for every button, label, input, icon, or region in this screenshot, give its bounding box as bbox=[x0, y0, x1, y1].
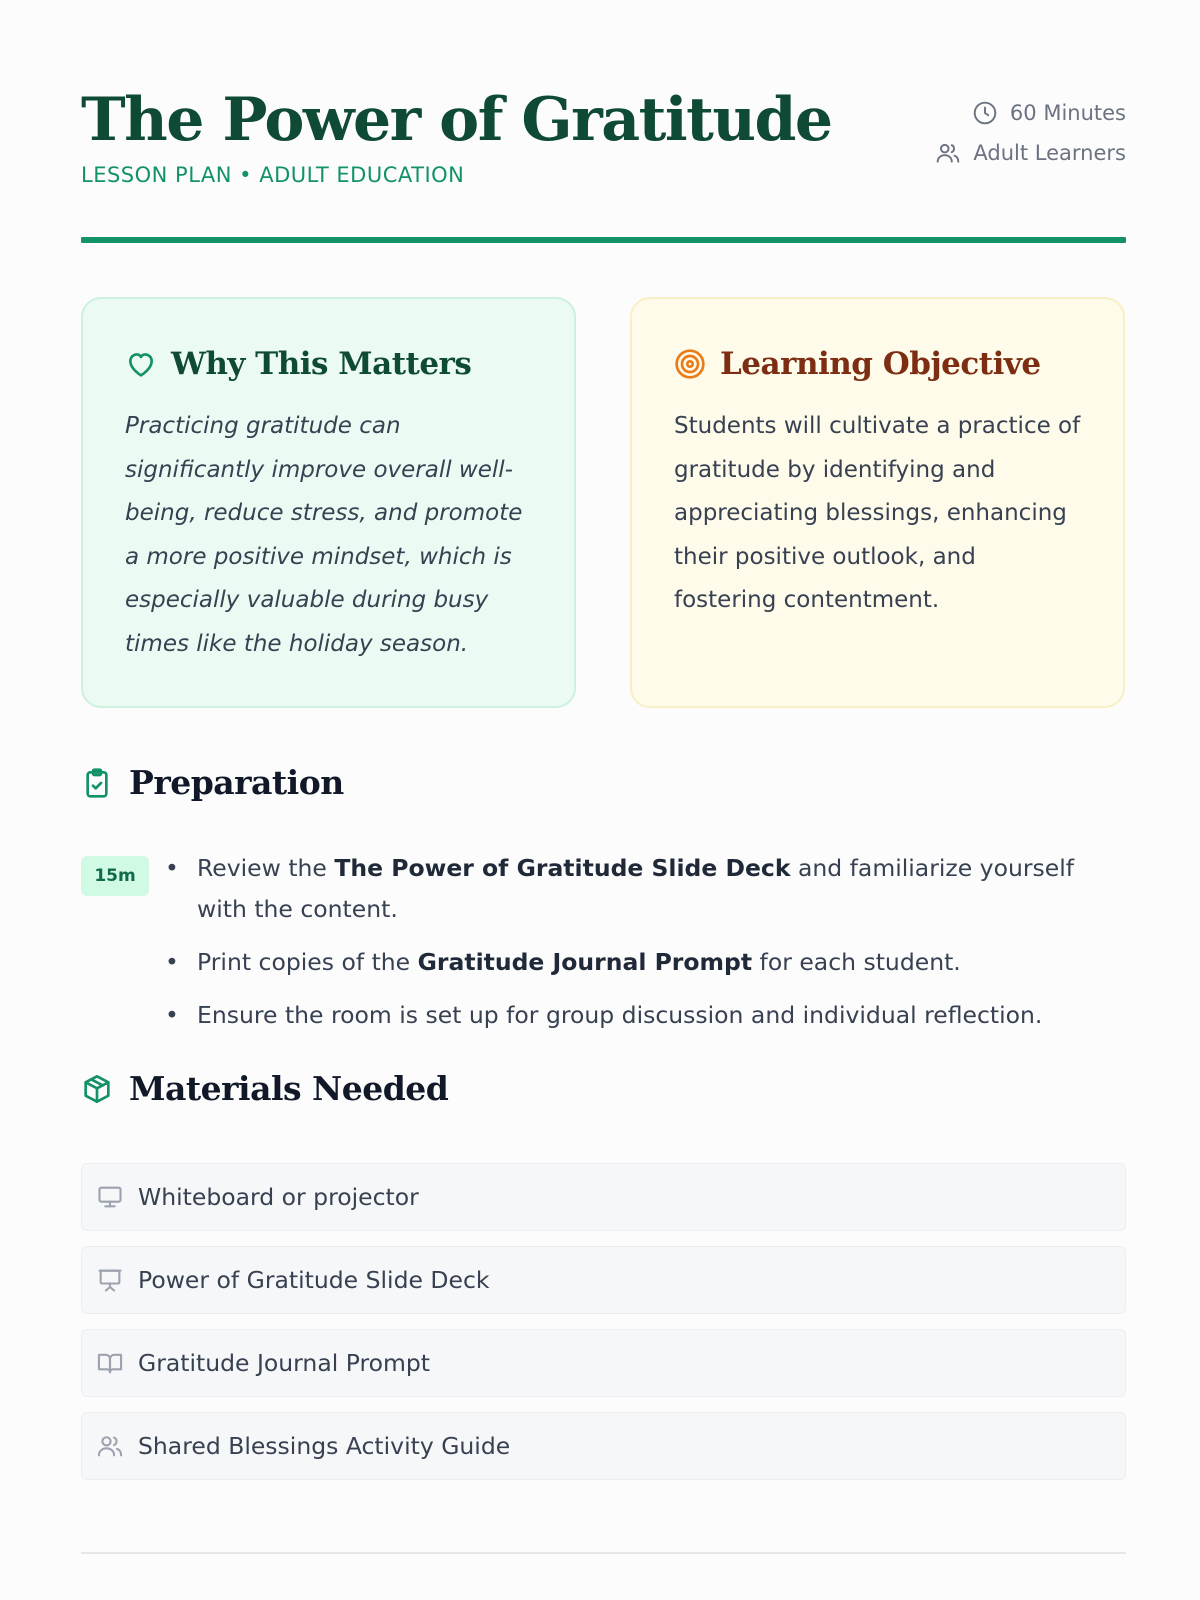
objective-card-body: Students will cultivate a practice of gratitude by identifying and appreciating blessings, enhancing their positive outlook, and fostering contentment. bbox=[674, 413, 1081, 613]
duration-meta bbox=[972, 100, 1126, 126]
preparation-list bbox=[165, 848, 1125, 1048]
monitor-icon bbox=[96, 1183, 124, 1211]
objective-card-title: Learning Objective bbox=[720, 346, 1041, 382]
materials-title: Materials Needed bbox=[129, 1069, 449, 1108]
material-item-slide-deck bbox=[81, 1246, 1126, 1314]
materials-list bbox=[81, 1163, 1126, 1495]
presentation-icon bbox=[96, 1266, 124, 1294]
audience-meta bbox=[935, 140, 1126, 166]
material-item-whiteboard bbox=[81, 1163, 1126, 1231]
material-item-journal-prompt bbox=[81, 1329, 1126, 1397]
list-item: • Ensure the room is set up for group discussion and individual reflection. bbox=[165, 995, 1125, 1036]
material-label: Shared Blessings Activity Guide bbox=[138, 1432, 511, 1460]
clock-icon bbox=[972, 100, 998, 126]
footer-divider bbox=[81, 1552, 1126, 1554]
package-icon bbox=[81, 1073, 113, 1105]
duration-text: 60 Minutes bbox=[1009, 101, 1126, 125]
audience-text: Adult Learners bbox=[973, 141, 1126, 165]
objective-card-header bbox=[674, 339, 1081, 389]
preparation-header bbox=[81, 763, 344, 802]
users-icon bbox=[935, 140, 961, 166]
page-title: The Power of Gratitude bbox=[81, 85, 832, 155]
page-subtitle: LESSON PLAN • ADULT EDUCATION bbox=[81, 163, 465, 187]
lesson-meta bbox=[806, 100, 1126, 166]
list-item: • Review the The Power of Gratitude Slide Deck and familiarize yourself with the content. bbox=[165, 848, 1125, 930]
clipboard-check-icon bbox=[81, 767, 113, 799]
why-card-header bbox=[125, 339, 532, 389]
target-icon bbox=[674, 348, 706, 380]
why-card-title: Why This Matters bbox=[171, 346, 472, 382]
material-label: Power of Gratitude Slide Deck bbox=[138, 1266, 490, 1294]
header-divider bbox=[81, 237, 1126, 243]
material-item-activity-guide bbox=[81, 1412, 1126, 1480]
learning-objective-card bbox=[630, 297, 1125, 708]
why-this-matters-card bbox=[81, 297, 576, 708]
why-card-body: Practicing gratitude can significantly improve overall well-being, reduce stress, and promote a more positive mindset, which is especially valuable during busy times like the holiday season. bbox=[125, 413, 523, 657]
time-badge: 15m bbox=[81, 856, 149, 896]
book-open-icon bbox=[96, 1349, 124, 1377]
material-label: Whiteboard or projector bbox=[138, 1183, 419, 1211]
heart-icon bbox=[125, 348, 157, 380]
preparation-title: Preparation bbox=[129, 763, 344, 802]
list-item: • Print copies of the Gratitude Journal Prompt for each student. bbox=[165, 942, 1125, 983]
users-icon bbox=[96, 1432, 124, 1460]
material-label: Gratitude Journal Prompt bbox=[138, 1349, 431, 1377]
materials-header bbox=[81, 1069, 448, 1108]
